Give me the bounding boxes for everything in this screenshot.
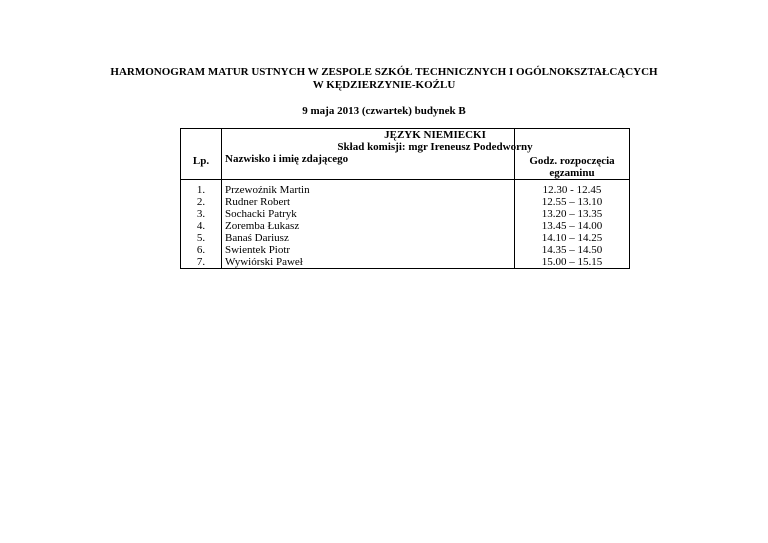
document-title-line-2: W KĘDZIERZYNIE-KOŹLU [312, 79, 456, 91]
row-lp: 2. [181, 196, 222, 208]
row-lp: 5. [181, 232, 222, 244]
exam-schedule-table [180, 128, 630, 269]
table-row [181, 244, 630, 256]
row-name: Wywiórski Paweł [222, 256, 515, 269]
committee-line: Skład komisji: mgr Ireneusz Podedworny [337, 141, 533, 153]
row-time: 12.55 – 13.10 [515, 196, 630, 208]
row-lp: 7. [181, 256, 222, 269]
table-header-row [181, 129, 630, 180]
row-name: Swientek Piotr [222, 244, 515, 256]
exam-date-line: 9 maja 2013 (czwartek) budynek B [302, 105, 466, 117]
table-row [181, 196, 630, 208]
header-time-label: Godz. rozpoczęcia egzaminu [529, 155, 615, 179]
subject-title: JĘZYK NIEMIECKI [384, 129, 486, 141]
row-time: 12.30 - 12.45 [515, 184, 630, 196]
row-lp: 1. [181, 184, 222, 196]
table-row [181, 220, 630, 232]
table-row [181, 256, 630, 269]
table-row [181, 184, 630, 196]
row-name: Zoremba Łukasz [222, 220, 515, 232]
document-title-line-1: HARMONOGRAM MATUR USTNYCH W ZESPOLE SZKÓŁ TECHNICZNYCH I OGÓLNOKSZTAŁCĄCYCH [110, 66, 658, 78]
row-time: 14.10 – 14.25 [515, 232, 630, 244]
row-time: 15.00 – 15.15 [515, 256, 630, 269]
row-lp: 6. [181, 244, 222, 256]
row-name: Rudner Robert [222, 196, 515, 208]
row-name: Banaś Dariusz [222, 232, 515, 244]
row-time: 14.35 – 14.50 [515, 244, 630, 256]
header-subject-cell [222, 129, 533, 180]
row-time: 13.45 – 14.00 [515, 220, 630, 232]
table-row [181, 232, 630, 244]
row-lp: 3. [181, 208, 222, 220]
header-lp: Lp. [181, 129, 222, 180]
header-name: Nazwisko i imię zdającego [225, 153, 349, 165]
table-row [181, 208, 630, 220]
row-name: Sochacki Patryk [222, 208, 515, 220]
row-time: 13.20 – 13.35 [515, 208, 630, 220]
row-lp: 4. [181, 220, 222, 232]
row-name: Przewoźnik Martin [222, 184, 515, 196]
